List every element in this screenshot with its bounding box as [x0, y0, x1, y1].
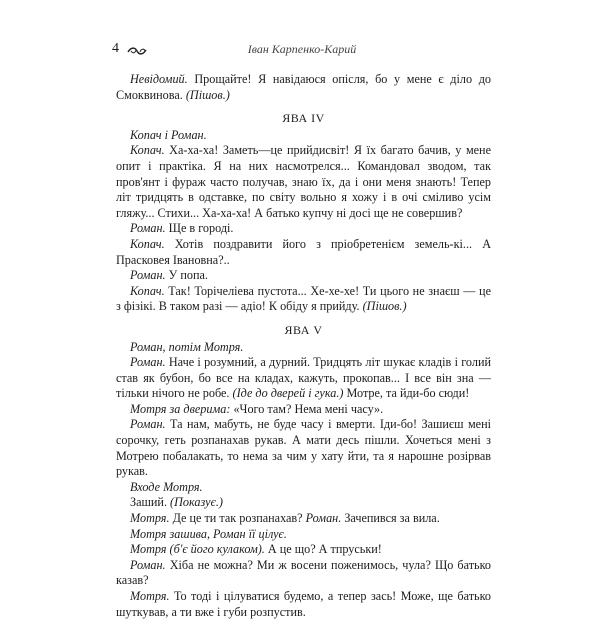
text-paragraph [116, 284, 491, 315]
text-body [116, 72, 491, 620]
italic-text: Копач. [130, 236, 165, 251]
text-paragraph [116, 558, 491, 589]
italic-text: Роман. [130, 268, 166, 283]
text-paragraph [116, 143, 491, 221]
text-run: У попа. [165, 268, 208, 283]
text-paragraph [116, 237, 491, 268]
page-number: 4 [112, 41, 119, 56]
italic-text: (Показує.) [170, 495, 223, 510]
text-run: Так! Торічеліева пустота... Хе-хе-хе! Ти цього не знаєш — це з фізікі. В таком разі — адіо! К обіду я прийду. [116, 283, 491, 314]
text-run: Хотів поздравити його з пріобретенієм земель-кі... А Прасковея Івановна?.. [116, 236, 491, 267]
italic-text: Копач. [130, 143, 165, 158]
italic-text: Входе Мотря. [130, 479, 203, 494]
scene-heading [116, 111, 491, 127]
text-paragraph [116, 527, 491, 543]
scene-heading [116, 323, 491, 339]
text-run: Та нам, мабуть, не буде часу і вмерти. Іди-бо! Зашиєш мені сорочку, геть розпанахав рукав. А мати десь пішли. Хочеться мені з Мотрею побалакать, то нема за чим у хату йти, та я нарошне розірвав рукав. [116, 417, 491, 479]
italic-text: Роман. [130, 355, 166, 370]
text-run: «Чого там? Нема мені часу». [230, 401, 384, 416]
italic-text: Мотря (б'є його кулаком). [130, 542, 265, 557]
text-run: ЯВА V [284, 322, 323, 337]
italic-text: Роман. [305, 511, 342, 526]
text-paragraph [116, 355, 491, 402]
text-paragraph [116, 340, 491, 356]
text-run: То тоді і цілуватися будемо, а тепер зась! Може, ще батько шуткував, а ти вже і губи розпустив. [116, 589, 491, 619]
text-run: Ще в городі. [165, 221, 234, 236]
text-paragraph [116, 480, 491, 496]
text-paragraph [116, 72, 491, 103]
text-paragraph [116, 542, 491, 558]
italic-text: (Іде до дверей і гука.) [232, 386, 344, 401]
running-title: Іван Карпенко-Карий [247, 42, 357, 56]
text-run: ЯВА IV [282, 111, 325, 126]
italic-text: Мотря за дверима: [130, 401, 231, 416]
text-run: Наче і розумний, а дурний. Тридцять літ шукає кладів і голий став як бубон, бо все на кладах, кажуть, прокопав... І все він зна — тільки нічого не робе. [116, 355, 491, 401]
italic-text: Мотря. [130, 511, 170, 526]
text-run: Заший. [130, 495, 171, 510]
text-paragraph [116, 402, 491, 418]
italic-text: Копач і Роман. [130, 127, 207, 142]
text-paragraph [116, 511, 491, 527]
text-paragraph [116, 589, 491, 620]
text-run: Мотре, та йди-бо сюди! [343, 386, 470, 401]
text-paragraph [116, 417, 491, 479]
text-paragraph [116, 268, 491, 284]
text-paragraph [116, 495, 491, 511]
text-run: Де це ти так розпанахав? [169, 511, 306, 526]
italic-text: Роман. [130, 417, 166, 432]
text-paragraph [116, 221, 491, 237]
italic-text: Роман. [130, 557, 166, 572]
text-run: Ха-ха-ха! Заметь—це прийдисвіт! Я їх багато бачив, у мене опит і практіка. Я на них насмотрелся... Командовал зводом, так пров'янт і фураж часто получав, знаю їх, да і они меня знають! Тепер літ тридцять в одставке, по світу вольно я хожу і в очі сміливо усім гляжу... Стихи... Ха-ха-ха! А батько купчу ні досі ще не совершив? [116, 143, 491, 220]
text-run: Зачепився за вила. [341, 511, 440, 526]
italic-text: Мотря зашива, Роман її цілує. [130, 526, 287, 541]
italic-text: (Пішов.) [362, 299, 407, 314]
italic-text: Невідомий. [130, 72, 188, 86]
text-run: Хіба не можна? Ми ж восени поженимось, чула? Що батько казав? [116, 557, 491, 588]
page-header [112, 40, 492, 60]
italic-text: Копач. [130, 283, 165, 298]
italic-text: (Пішов.) [185, 87, 230, 102]
text-run: Прощайте! Я навідаюся опісля, бо у мене є діло до Смоквинова. [116, 72, 491, 102]
italic-text: Роман. [130, 221, 166, 236]
italic-text: Роман, потім Мотря. [130, 339, 244, 354]
text-paragraph [116, 128, 491, 144]
italic-text: Мотря. [130, 589, 170, 603]
text-run: А це що? А тпруськи! [264, 542, 382, 557]
